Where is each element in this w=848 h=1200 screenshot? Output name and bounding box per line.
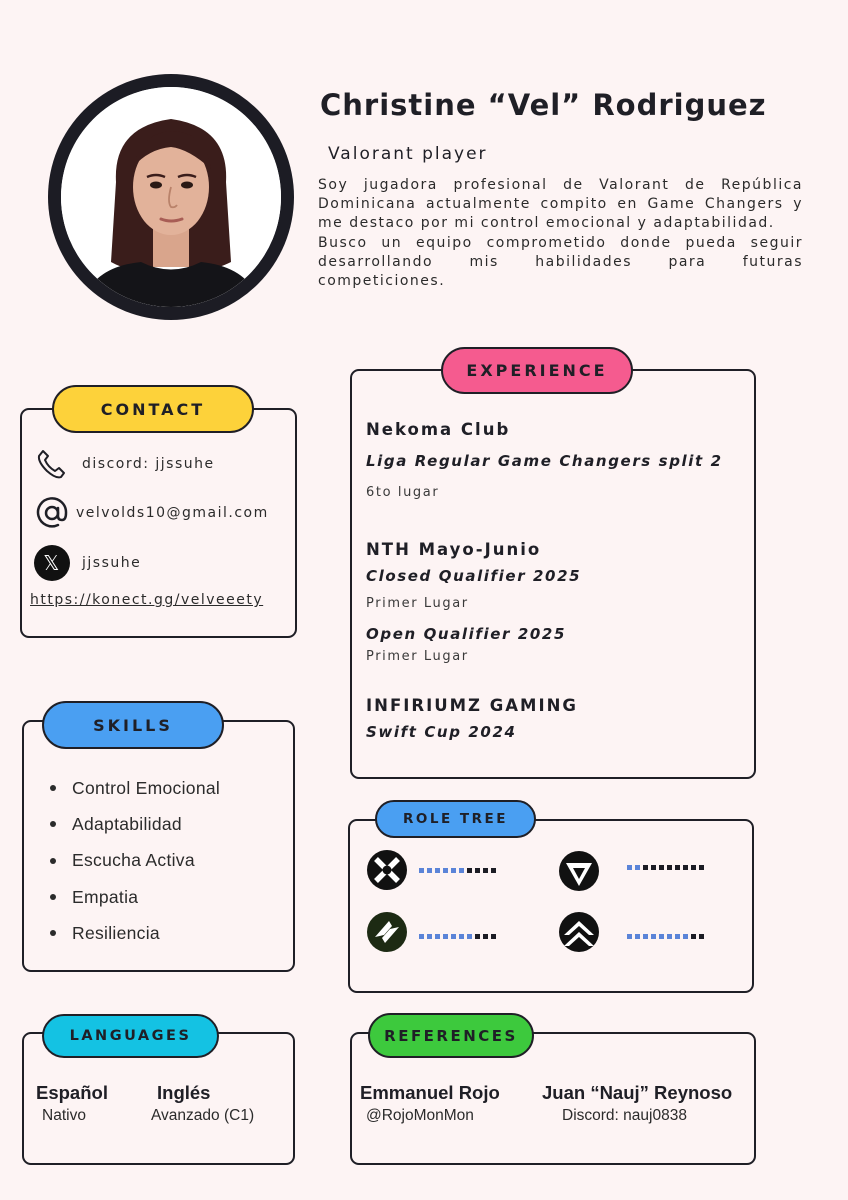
sentinel-icon (558, 911, 600, 953)
level-dot-empty (475, 868, 480, 873)
contact-email[interactable] (34, 494, 269, 532)
level-dot-empty (659, 865, 664, 870)
level-dot-filled (427, 868, 432, 873)
level-dot-empty (491, 934, 496, 939)
konect-link[interactable]: https://konect.gg/velveeety (30, 592, 264, 608)
level-dot-filled (651, 934, 656, 939)
skill-label: Resiliencia (72, 922, 160, 943)
level-dot-filled (451, 868, 456, 873)
level-dot-filled (667, 934, 672, 939)
language-level: Avanzado (C1) (151, 1107, 255, 1124)
references-heading: REFERENCES (368, 1013, 534, 1058)
level-dot-empty (691, 934, 696, 939)
level-dot-empty (475, 934, 480, 939)
language-level: Nativo (42, 1107, 86, 1124)
level-dot-empty (675, 865, 680, 870)
discord-handle: discord: jjssuhe (82, 456, 215, 472)
level-dot-filled (627, 934, 632, 939)
role-tree-heading: ROLE TREE (375, 800, 536, 838)
level-dot-empty (467, 868, 472, 873)
skills-heading: SKILLS (42, 701, 224, 749)
x-handle: jjssuhe (82, 555, 142, 571)
language-name: Inglés (157, 1082, 211, 1103)
languages-heading: LANGUAGES (42, 1014, 219, 1058)
language-name: Español (36, 1082, 108, 1103)
level-dot-filled (419, 868, 424, 873)
at-sign-icon (34, 495, 70, 531)
level-dot-empty (491, 868, 496, 873)
initiator-icon (366, 911, 408, 953)
experience-event: Open Qualifier 2025 (366, 625, 567, 643)
duelist-icon (366, 849, 408, 891)
level-dot-filled (467, 934, 472, 939)
level-dot-empty (483, 934, 488, 939)
level-dot-filled (659, 934, 664, 939)
role-tree-section (348, 819, 754, 993)
skill-label: Control Emocional (72, 777, 221, 798)
contact-x[interactable] (34, 544, 141, 582)
portrait-illustration (61, 87, 281, 307)
skills-list (50, 770, 220, 951)
level-dot-empty (699, 865, 704, 870)
level-dot-filled (419, 934, 424, 939)
experience-event: Liga Regular Game Changers split 2 (366, 452, 723, 470)
experience-result: 6to lugar (366, 485, 440, 500)
list-item (50, 770, 220, 806)
level-dot-filled (627, 865, 632, 870)
x-logo-icon: 𝕏 (34, 545, 70, 581)
bio-text (318, 176, 803, 291)
role-level-dots (627, 934, 704, 939)
bullet-icon (50, 785, 56, 791)
profile-photo-frame (48, 74, 294, 320)
level-dot-empty (483, 868, 488, 873)
list-item (50, 915, 220, 951)
level-dot-filled (643, 934, 648, 939)
person-name: Christine “Vel” Rodriguez (320, 88, 767, 122)
bullet-icon (50, 894, 56, 900)
experience-event: Closed Qualifier 2025 (366, 567, 582, 585)
bio-paragraph: Busco un equipo comprometido donde pueda seguir desarrollando mis habilidades para futuras competiciones. (318, 234, 803, 290)
level-dot-empty (667, 865, 672, 870)
skill-label: Escucha Activa (72, 850, 195, 871)
level-dot-filled (635, 865, 640, 870)
reference-contact: Discord: nauj0838 (562, 1107, 687, 1124)
bio-paragraph: Soy jugadora profesional de Valorant de República Dominicana actualmente compito en Game Changers y me destaco por mi control emocional y adaptabilidad. (318, 177, 803, 232)
reference-contact: @RojoMonMon (366, 1107, 474, 1124)
profile-photo (61, 87, 281, 307)
experience-result: Primer Lugar (366, 649, 469, 664)
level-dot-empty (691, 865, 696, 870)
reference-name: Emmanuel Rojo (360, 1082, 500, 1103)
contact-discord[interactable] (34, 446, 215, 482)
bullet-icon (50, 930, 56, 936)
level-dot-filled (635, 934, 640, 939)
controller-icon (558, 850, 600, 892)
experience-org: INFIRIUMZ GAMING (366, 696, 578, 715)
level-dot-empty (683, 865, 688, 870)
level-dot-filled (443, 934, 448, 939)
phone-icon (34, 446, 70, 482)
bullet-icon (50, 821, 56, 827)
level-dot-filled (683, 934, 688, 939)
bullet-icon (50, 858, 56, 864)
role-level-dots (419, 934, 496, 939)
role-level-dots (627, 865, 704, 870)
level-dot-filled (443, 868, 448, 873)
person-role: Valorant player (328, 144, 488, 164)
list-item (50, 843, 220, 879)
level-dot-filled (427, 934, 432, 939)
level-dot-filled (459, 934, 464, 939)
skill-label: Adaptabilidad (72, 813, 182, 834)
level-dot-empty (699, 934, 704, 939)
contact-heading: CONTACT (52, 385, 254, 433)
skill-label: Empatia (72, 886, 139, 907)
email-address: velvolds10@gmail.com (76, 505, 269, 521)
experience-event: Swift Cup 2024 (366, 723, 517, 741)
level-dot-empty (643, 865, 648, 870)
reference-name: Juan “Nauj” Reynoso (542, 1082, 733, 1103)
experience-heading: EXPERIENCE (441, 347, 633, 394)
level-dot-empty (651, 865, 656, 870)
level-dot-filled (675, 934, 680, 939)
list-item (50, 806, 220, 842)
list-item (50, 879, 220, 915)
level-dot-filled (459, 868, 464, 873)
experience-org: NTH Mayo-Junio (366, 540, 542, 559)
experience-org: Nekoma Club (366, 420, 511, 439)
level-dot-filled (435, 868, 440, 873)
level-dot-filled (451, 934, 456, 939)
role-level-dots (419, 868, 496, 873)
level-dot-filled (435, 934, 440, 939)
experience-result: Primer Lugar (366, 596, 469, 611)
